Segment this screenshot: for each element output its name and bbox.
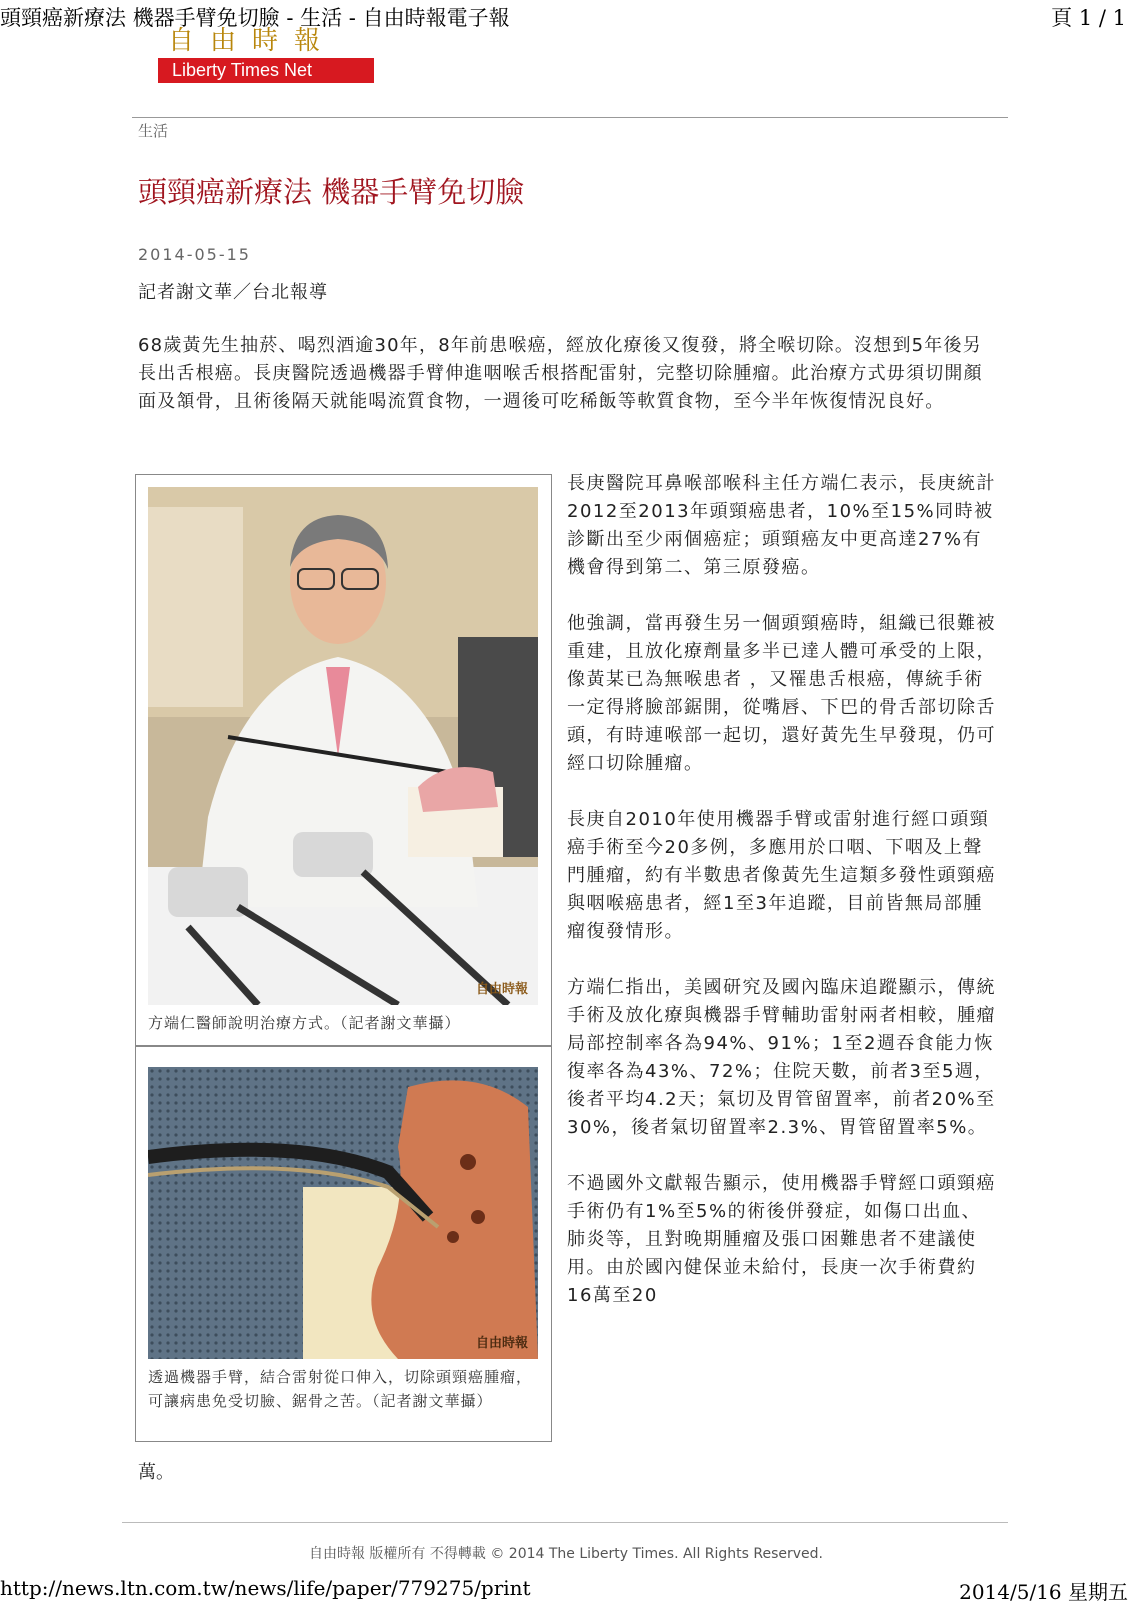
figure-caption: 透過機器手臂，結合雷射從口伸入，切除頭頸癌腫瘤，可讓病患免受切臉、鋸骨之苦。（記者謝文華攝） [148,1368,533,1410]
doctor-photo [148,487,538,1005]
body-paragraph: 長庚醫院耳鼻喉部喉科主任方端仁表示，長庚統計2012至2013年頭頸癌患者，10%至15%同時被診斷出至少兩個癌症；頭頸癌友中更高達27%有機會得到第二、第三原發癌。 [567,473,996,578]
article-lead-paragraph: 68歲黃先生抽菸、喝烈酒逾30年，8年前患喉癌，經放化療後又復發，將全喉切除。沒想到5年後另長出舌根癌。長庚醫院透過機器手臂伸進咽喉舌根搭配雷射，完整切除腫瘤。此治療方式毋須切開顏面及頷骨，且術後隔天就能喝流質食物，一週後可吃稀飯等軟質食物，至今半年恢復情況良好。 [138,335,983,412]
article-headline: 頭頸癌新療法 機器手臂免切臉 [138,175,525,209]
body-paragraph: 不過國外文獻報告顯示，使用機器手臂經口頭頸癌手術仍有1%至5%的術後併發症，如傷口出血、肺炎等，且對晚期腫瘤及張口困難患者不建議使用。由於國內健保並未給付，長庚一次手術費約16萬至20 [567,1173,996,1306]
photo-watermark: 自由時報 [475,1336,528,1351]
print-footer-date: 2014/5/16 星期五 [959,1580,1128,1604]
article-date: 2014-05-15 [138,245,251,264]
article-body-column [567,470,999,1310]
print-header-page-indicator: 頁 1 / 1 [1051,6,1126,30]
photo-watermark: 自由時報 [475,982,528,997]
liberty-times-logo[interactable] [158,26,374,86]
print-footer-url: http://news.ltn.com.tw/news/life/paper/779275/print [0,1576,531,1600]
top-divider [132,117,1008,118]
bottom-divider [122,1522,1008,1523]
figure-doctor [135,474,552,1046]
logo-chinese-text: 自由時報 [168,26,337,56]
figure-caption: 方端仁醫師說明治療方式。（記者謝文華攝） [148,1014,461,1032]
body-paragraph: 他強調，當再發生另一個頭頸癌時，組織已很難被重建，且放化療劑量多半已達人體可承受的上限，像黃某已為無喉患者 ，又罹患舌根癌，傳統手術一定得將臉部鋸開，從嘴唇、下巴的骨舌部切除舌頭，有時連喉部一起切，還好黃先生早發現，仍可經口切除腫瘤。 [567,613,996,774]
logo-english-bar: Liberty Times Net [158,58,374,83]
body-paragraph-tail: 萬。 [138,1462,174,1483]
article-byline: 記者謝文華／台北報導 [138,282,328,303]
article-category[interactable]: 生活 [138,122,169,140]
print-header-title: 頭頸癌新療法 機器手臂免切臉 - 生活 - 自由時報電子報 [0,6,510,30]
body-paragraph: 長庚自2010年使用機器手臂或雷射進行經口頭頸癌手術至今20多例，多應用於口咽、下咽及上聲門腫瘤，約有半數患者像黃先生這類多發性頭頸癌與咽喉癌患者，經1至3年追蹤，目前皆無局部腫瘤復發情形。 [567,809,996,942]
robotic-arm-photo [148,1067,538,1359]
figure-robotic-arm [135,1046,552,1442]
body-paragraph: 方端仁指出，美國研究及國內臨床追蹤顯示，傳統手術及放化療與機器手臂輔助雷射兩者相較，腫瘤局部控制率各為94%、91%；1至2週吞食能力恢復率各為43%、72%；住院天數，前者3至5週，後者平均4.2天；氣切及胃管留置率，前者20%至30%，後者氣切留置率2.3%、胃管留置率5%。 [567,977,996,1138]
copyright-notice: 自由時報 版權所有 不得轉載 © 2014 The Liberty Times. All Rights Reserved. [308,1546,824,1562]
